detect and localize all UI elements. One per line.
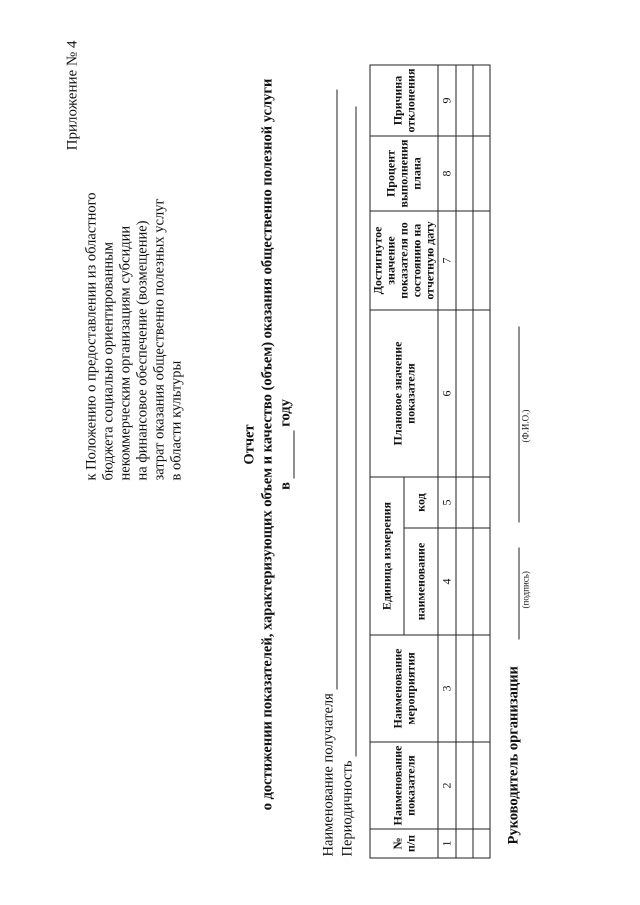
year-prefix: в — [277, 482, 294, 490]
appendix-line: в области культуры — [168, 360, 185, 481]
report-table — [370, 65, 491, 859]
appendix-line: к Положению о предоставлении из областного — [83, 192, 100, 481]
report-heading: Отчет — [241, 424, 258, 465]
col-header-indicator: Наименование показателя — [370, 742, 438, 829]
signature-label: Руководитель организации — [505, 666, 522, 845]
report-title — [241, 45, 295, 845]
table-row[interactable] — [456, 65, 473, 858]
col-number: 1 — [438, 829, 456, 858]
recipient-field — [321, 90, 338, 857]
table-cell[interactable] — [473, 65, 490, 136]
table-cell[interactable] — [473, 829, 490, 858]
table-cell[interactable] — [473, 635, 490, 742]
col-number: 9 — [438, 65, 456, 136]
col-number: 3 — [438, 635, 456, 742]
periodicity-field — [340, 107, 357, 857]
table-cell[interactable] — [456, 211, 473, 310]
table-cell[interactable] — [473, 477, 490, 528]
report-subtitle: о достижении показателей, характеризующих объем и качество (объем) оказания общественно полезной услуги — [259, 78, 276, 811]
col-header-event: Наименование мероприятия — [370, 635, 438, 742]
col-number: 2 — [438, 742, 456, 829]
recipient-label: Наименование получателя — [320, 693, 337, 857]
col-header-unit-code: код — [404, 477, 438, 528]
table-cell[interactable] — [473, 136, 490, 211]
col-number: 4 — [438, 528, 456, 635]
table-cell[interactable] — [456, 528, 473, 635]
periodicity-blank[interactable] — [342, 107, 357, 757]
col-header-percent: Процент выполнения плана — [370, 136, 438, 211]
table-cell[interactable] — [456, 477, 473, 528]
appendix-line: некоммерческим организациям субсидии — [117, 225, 134, 481]
table-cell[interactable] — [473, 742, 490, 829]
col-header-reason: Причина отклонения — [370, 65, 438, 136]
name-blank[interactable] — [519, 327, 520, 523]
col-header-planned: Плановое значение показателя — [370, 310, 438, 477]
year-blank[interactable] — [280, 430, 295, 478]
recipient-blank[interactable] — [323, 90, 338, 690]
table-cell[interactable] — [456, 829, 473, 858]
report-year-line — [277, 45, 295, 845]
table-cell[interactable] — [473, 310, 490, 477]
col-header-num: № п/п — [370, 829, 438, 858]
column-number-row — [438, 65, 456, 858]
col-header-unit: Единица измерения — [370, 477, 404, 635]
col-header-unit-name: наименование — [404, 528, 438, 635]
table-cell[interactable] — [456, 742, 473, 829]
table-cell[interactable] — [456, 310, 473, 477]
appendix-number: Приложение № 4 — [64, 40, 81, 151]
table-cell[interactable] — [473, 528, 490, 635]
table-cell[interactable] — [473, 211, 490, 310]
col-number: 5 — [438, 477, 456, 528]
year-suffix: году — [277, 399, 294, 427]
name-caption: (Ф.И.О.) — [520, 409, 531, 443]
table-cell[interactable] — [456, 635, 473, 742]
appendix-line: бюджета социально ориентированным — [100, 241, 117, 481]
appendix-block — [65, 41, 186, 481]
periodicity-label: Периодичность — [339, 760, 356, 857]
appendix-line: затрат оказания общественно полезных услуг — [151, 198, 168, 481]
document-page — [1, 0, 640, 905]
table-cell[interactable] — [456, 65, 473, 136]
col-number: 6 — [438, 310, 456, 477]
appendix-line: на финансовое обеспечение (возмещение) — [134, 220, 151, 481]
signature-blank[interactable] — [519, 548, 520, 640]
col-number: 7 — [438, 211, 456, 310]
col-number: 8 — [438, 136, 456, 211]
col-header-achieved: Достигнутое значение показателя по состоянию на отчетную дату — [370, 211, 438, 310]
table-row[interactable] — [473, 65, 490, 858]
signature-caption: (подпись) — [520, 571, 531, 609]
table-cell[interactable] — [456, 136, 473, 211]
